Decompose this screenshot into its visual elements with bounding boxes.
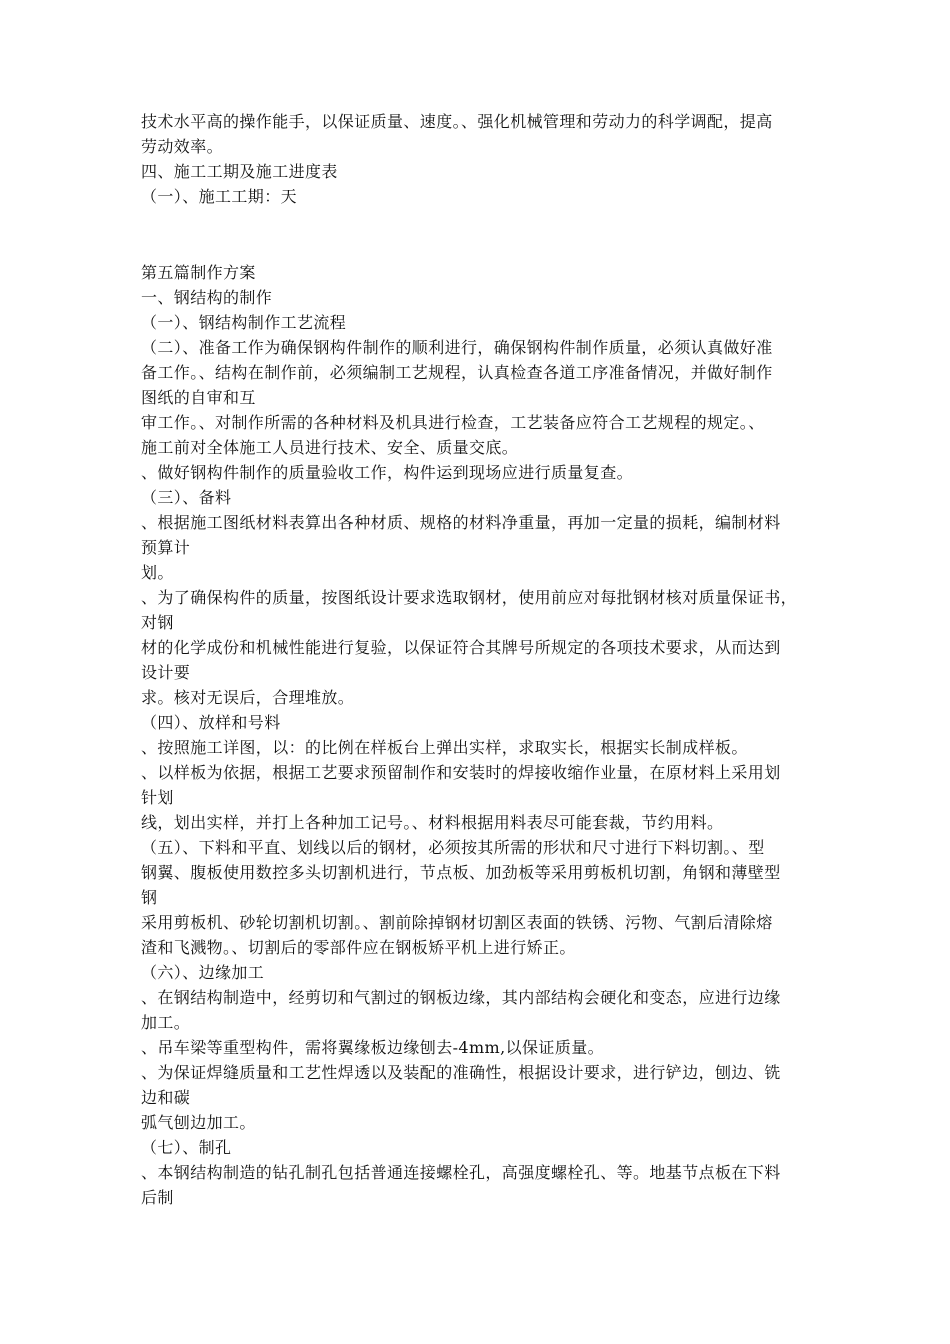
chapter-title: 第五篇制作方案 [141,263,256,282]
text-line: 对钢 [141,613,174,632]
section-heading: 一、钢结构的制作 [141,288,273,307]
text-line: 、按照施工详图，以：的比例在样板台上弹出实样，求取实长，根据实长制成样板。 [141,738,748,757]
text-line: 求。核对无误后，合理堆放。 [141,688,355,707]
subsection-heading: （四）、放样和号料 [141,713,281,732]
text-line: 采用剪板机、砂轮切割机切割。、割前除掉钢材切割区表面的铁锈、污物、气割后清除熔 [141,913,773,932]
text-line: 预算计 [141,538,191,557]
subsection-heading: （一）、钢结构制作工艺流程 [141,313,347,332]
text-line: （五）、下料和平直、划线以后的钢材，必须按其所需的形状和尺寸进行下料切割。、型 [141,838,765,857]
text-line: 、在钢结构制造中，经剪切和气割过的钢板边缘，其内部结构会硬化和变态，应进行边缘 [141,988,781,1007]
text-block-main [141,260,821,1210]
section-heading: 四、施工工期及施工进度表 [141,162,338,181]
text-line: 、根据施工图纸材料表算出各种材质、规格的材料净重量，再加一定量的损耗，编制材料 [141,513,781,532]
text-line: 钢翼、腹板使用数控多头切割机进行，节点板、加劲板等采用剪板机切割，角钢和薄壁型 [141,863,781,882]
text-line: 技术水平高的操作能手，以保证质量、速度。、强化机械管理和劳动力的科学调配，提高 [141,112,773,131]
text-line: 后制 [141,1188,174,1207]
text-line: 、以样板为依据，根据工艺要求预留制作和安装时的焊接收缩作业量，在原材料上采用划 [141,763,781,782]
text-line: 施工前对全体施工人员进行技术、安全、质量交底。 [141,438,519,457]
document-page [141,109,821,1210]
subsection-heading: （七）、制孔 [141,1138,232,1157]
subsection-heading: （三）、备料 [141,488,232,507]
text-line: 备工作。、结构在制作前，必须编制工艺规程，认真检查各道工序准备情况，并做好制作 [141,363,773,382]
text-line: 针划 [141,788,174,807]
text-line: 边和碳 [141,1088,191,1107]
text-line: 加工。 [141,1013,191,1032]
text-line: 、吊车梁等重型构件，需将翼缘板边缘刨去-4mm,以保证质量。 [141,1038,605,1057]
text-line: 、做好钢构件制作的质量验收工作，构件运到现场应进行质量复查。 [141,463,634,482]
text-line: 线，划出实样，并打上各种加工记号。、材料根据用料表尽可能套裁，节约用料。 [141,813,724,832]
text-line: 图纸的自审和互 [141,388,256,407]
text-line: 、本钢结构制造的钻孔制孔包括普通连接螺栓孔，高强度螺栓孔、等。地基节点板在下料 [141,1163,781,1182]
text-block-top [141,109,821,209]
subsection-heading: （一）、施工工期：天 [141,187,298,206]
blank-gap [141,209,821,260]
text-line: （二）、准备工作为确保钢构件制作的顺利进行，确保钢构件制作质量，必须认真做好准 [141,338,773,357]
subsection-heading: （六）、边缘加工 [141,963,265,982]
text-line: 设计要 [141,663,191,682]
text-line: 渣和飞溅物。、切割后的零部件应在钢板矫平机上进行矫正。 [141,938,576,957]
text-line: 审工作。、对制作所需的各种材料及机具进行检查，工艺装备应符合工艺规程的规定。、 [141,413,765,432]
text-line: 材的化学成份和机械性能进行复验，以保证符合其牌号所规定的各项技术要求，从而达到 [141,638,781,657]
text-line: 弧气刨边加工。 [141,1113,256,1132]
text-line: 钢 [141,888,158,907]
text-line: 劳动效率。 [141,137,224,156]
text-line: 、为了确保构件的质量，按图纸设计要求选取钢材，使用前应对每批钢材核对质量保证书， [141,588,798,607]
text-line: 划。 [141,563,174,582]
text-line: 、为保证焊缝质量和工艺性焊透以及装配的准确性，根据设计要求，进行铲边，刨边、铣 [141,1063,781,1082]
